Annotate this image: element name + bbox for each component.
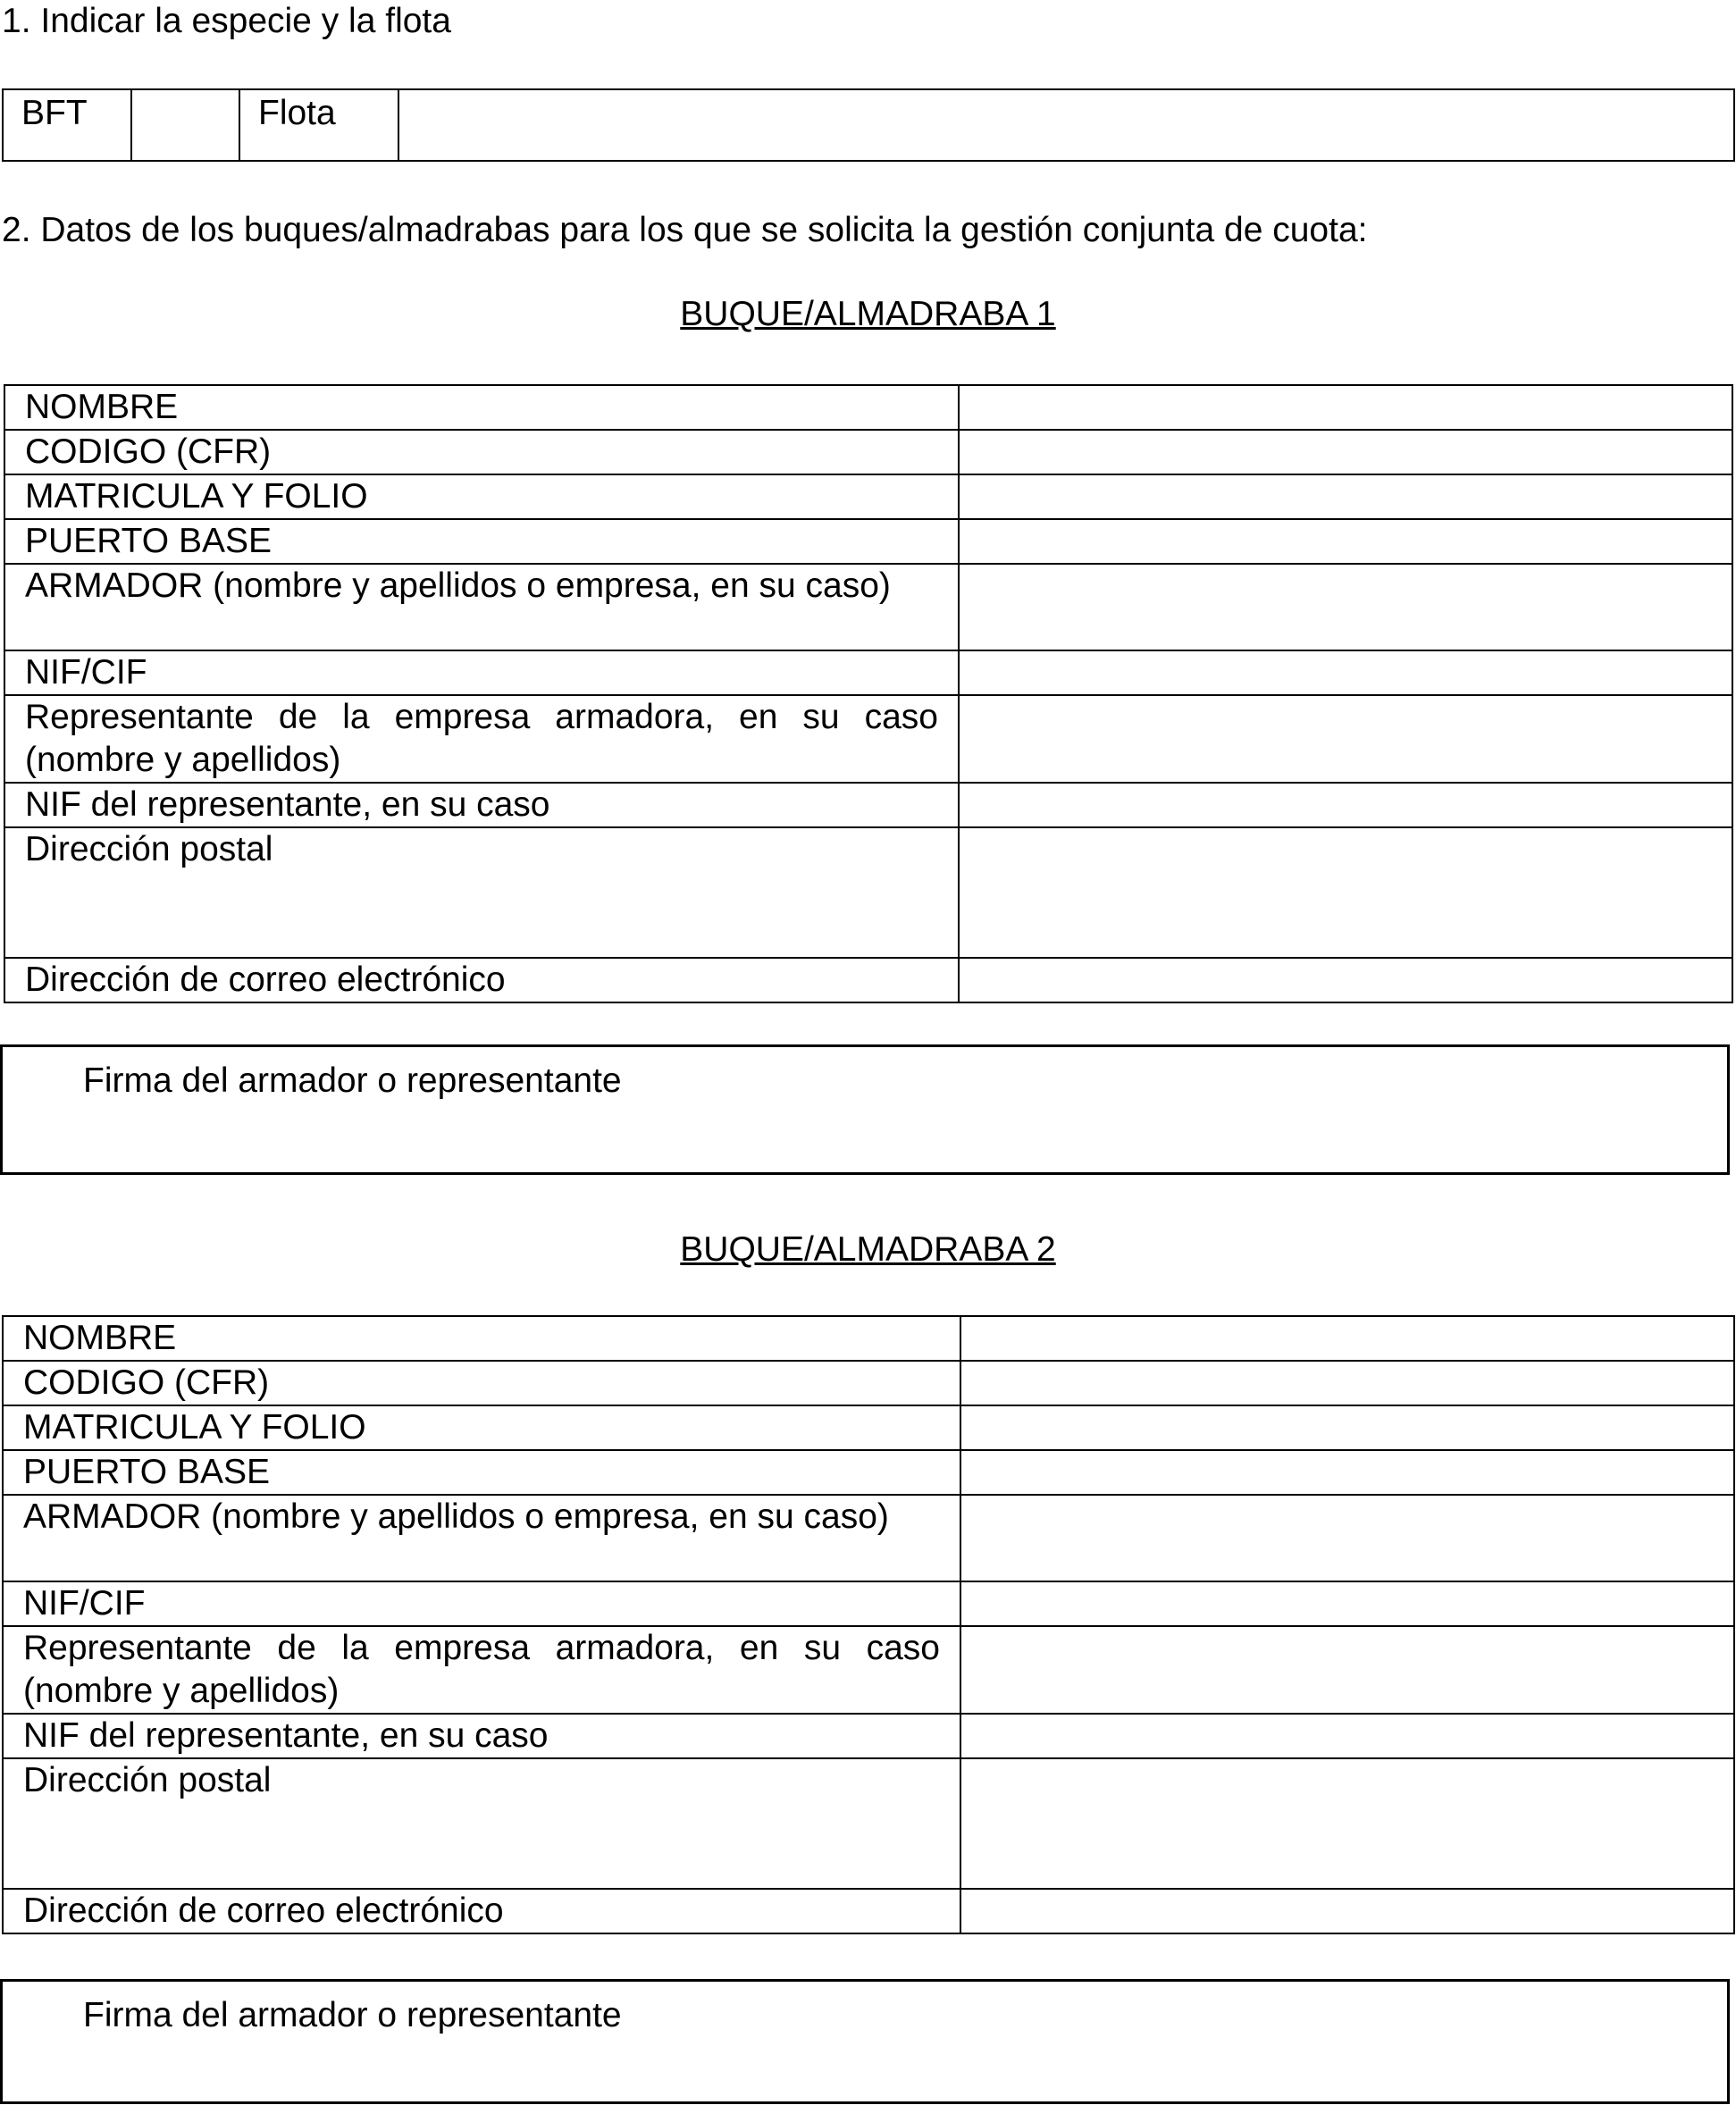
vessel-1-row-armador: ARMADOR (nombre y apellidos o empresa, en su caso) — [4, 564, 959, 650]
vessel-2-field-armador[interactable] — [960, 1495, 1734, 1581]
vessel-2-row-puerto: PUERTO BASE — [3, 1450, 960, 1495]
vessel-1-table — [4, 384, 1733, 1003]
vessel-1-row-representante: Representante de la empresa armadora, en su caso (nombre y apellidos) — [4, 695, 959, 783]
fleet-value-field[interactable] — [398, 89, 1734, 161]
vessel-2-field-nif[interactable] — [960, 1581, 1734, 1626]
vessel-2-field-codigo[interactable] — [960, 1361, 1734, 1405]
vessel-2-row-nif-representante: NIF del representante, en su caso — [3, 1714, 960, 1758]
vessel-1-signature-label: Firma del armador o representante — [83, 1061, 622, 1100]
vessel-2-title: BUQUE/ALMADRABA 2 — [680, 1230, 1056, 1269]
vessel-2-row-direccion: Dirección postal — [3, 1758, 960, 1889]
vessel-2-field-matricula[interactable] — [960, 1405, 1734, 1450]
section-2-heading: 2. Datos de los buques/almadrabas para los que se solicita la gestión conjunta de cuota: — [2, 211, 1368, 249]
vessel-1-field-nif[interactable] — [959, 650, 1732, 695]
vessel-2-row-matricula: MATRICULA Y FOLIO — [3, 1405, 960, 1450]
vessel-1-row-nombre: NOMBRE — [4, 385, 959, 430]
species-fleet-table — [2, 88, 1735, 162]
vessel-1-signature-box[interactable] — [0, 1044, 1730, 1175]
vessel-1-row-correo: Dirección de correo electrónico — [4, 958, 959, 1002]
vessel-1-field-matricula[interactable] — [959, 474, 1732, 519]
vessel-2-row-armador: ARMADOR (nombre y apellidos o empresa, en su caso) — [3, 1495, 960, 1581]
vessel-1-row-nif: NIF/CIF — [4, 650, 959, 695]
vessel-2-field-nif-representante[interactable] — [960, 1714, 1734, 1758]
vessel-1-field-correo[interactable] — [959, 958, 1732, 1002]
vessel-2-signature-label: Firma del armador o representante — [83, 1996, 622, 2034]
vessel-1-row-matricula: MATRICULA Y FOLIO — [4, 474, 959, 519]
vessel-1-row-codigo: CODIGO (CFR) — [4, 430, 959, 474]
vessel-2-row-nombre: NOMBRE — [3, 1316, 960, 1361]
vessel-2-field-representante[interactable] — [960, 1626, 1734, 1714]
vessel-1-field-puerto[interactable] — [959, 519, 1732, 564]
vessel-2-field-direccion[interactable] — [960, 1758, 1734, 1889]
section-1-heading: 1. Indicar la especie y la flota — [2, 2, 451, 40]
vessel-1-field-codigo[interactable] — [959, 430, 1732, 474]
vessel-2-signature-box[interactable] — [0, 1979, 1730, 2104]
species-label: BFT — [3, 89, 131, 161]
vessel-2-field-correo[interactable] — [960, 1889, 1734, 1933]
vessel-1-field-nif-representante[interactable] — [959, 783, 1732, 827]
vessel-1-row-direccion: Dirección postal — [4, 827, 959, 958]
fleet-label: Flota — [239, 89, 398, 161]
vessel-2-row-correo: Dirección de correo electrónico — [3, 1889, 960, 1933]
vessel-1-row-nif-representante: NIF del representante, en su caso — [4, 783, 959, 827]
vessel-2-row-representante: Representante de la empresa armadora, en su caso (nombre y apellidos) — [3, 1626, 960, 1714]
vessel-1-row-puerto: PUERTO BASE — [4, 519, 959, 564]
vessel-2-row-nif: NIF/CIF — [3, 1581, 960, 1626]
vessel-1-field-armador[interactable] — [959, 564, 1732, 650]
vessel-1-title: BUQUE/ALMADRABA 1 — [680, 295, 1056, 333]
vessel-2-table — [2, 1315, 1735, 1934]
vessel-1-field-direccion[interactable] — [959, 827, 1732, 958]
vessel-2-field-puerto[interactable] — [960, 1450, 1734, 1495]
vessel-1-field-representante[interactable] — [959, 695, 1732, 783]
vessel-2-row-codigo: CODIGO (CFR) — [3, 1361, 960, 1405]
vessel-2-field-nombre[interactable] — [960, 1316, 1734, 1361]
species-value-field[interactable] — [131, 89, 239, 161]
vessel-1-field-nombre[interactable] — [959, 385, 1732, 430]
